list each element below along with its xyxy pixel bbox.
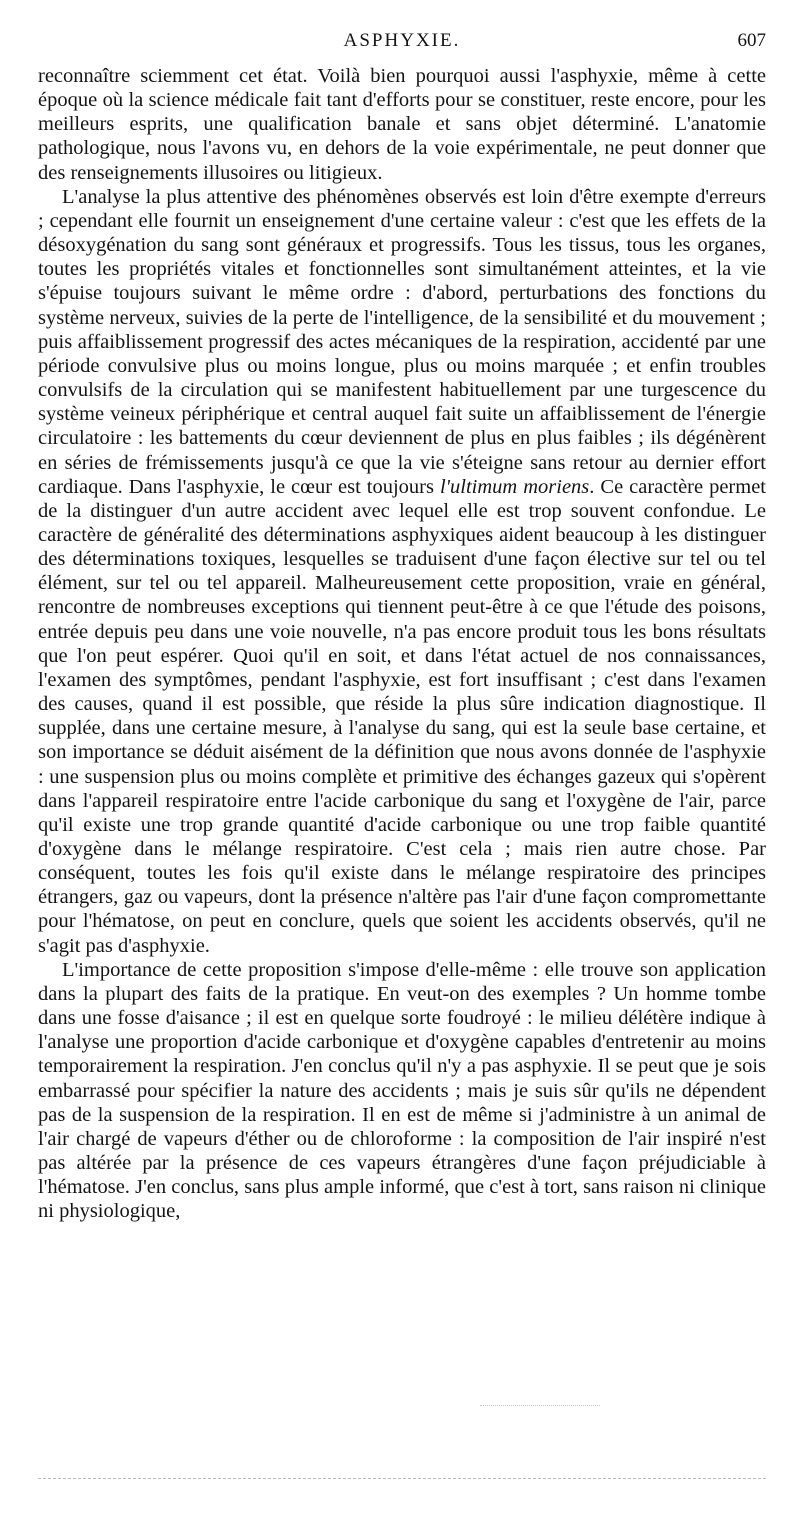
paragraph-text: L'analyse la plus attentive des phénomènes observés est loin d'être exempte d'erreurs ; cependant elle fournit un enseignement d'une certaine valeur : c'est que les effets de la désoxygénation du sang sont généraux et progressifs. Tous les tissus, tous les organes, toutes les propriétés vitales et fonctionnelles sont simultanément atteintes, et la vie s'épuise toujours suivant le même ordre : d'abord, perturbations des fonctions du système nerveux, suivies de la perte de l'intelligence, de la sensibilité et du mouvement ; puis affaiblissement progressif des actes mécaniques de la respiration, accidenté par une période convulsive plus ou moins longue, plus ou moins marquée ; et enfin troubles convulsifs de la circulation qui se manifestent habituellement par une turgescence du système veineux périphérique et central auquel fait suite un affaiblissement de l'énergie circulatoire : les battements du cœur deviennent de plus en plus faibles ; ils dégénèrent en séries de frémissements jusqu'à ce que la vie s'éteigne sans retour au dernier effort cardiaque. Dans l'asphyxie, le cœur est toujours	[38, 185, 766, 498]
page-number: 607	[737, 30, 766, 51]
running-title: ASPHYXIE.	[343, 30, 461, 51]
italic-term: l'ultimum moriens	[439, 475, 590, 498]
body-text	[38, 64, 766, 1224]
paragraph-importance	[38, 958, 766, 1224]
paragraph-text: L'importance de cette proposition s'impose d'elle-même : elle trouve son application dans la plupart des faits de la pratique. En veut-on des exemples ? Un homme tombe dans une fosse d'aisance ; il est en quelque sorte foudroyé : le milieu délétère indique à l'analyse une proportion d'acide carbonique et d'oxygène capables d'entretenir au moins temporairement la respiration. J'en conclus qu'il n'y a pas asphyxie. Il se peut que je sois embarrassé pour spécifier la nature des accidents ; mais je suis sûr qu'ils ne dépendent pas de la suspension de la respiration. Il en est de même si j'administre à un animal de l'air chargé de vapeurs d'éther ou de chloroforme : la composition de l'air inspiré n'est pas altérée par la présence de ces vapeurs étrangères d'une façon préjudiciable à l'hématose. J'en conclus, sans plus ample informé, que c'est à tort, sans raison ni clinique ni physiologique,	[38, 958, 766, 1223]
paragraph-continued	[38, 64, 766, 185]
print-specks	[480, 1405, 600, 1412]
paragraph-text: . Ce caractère permet de la distinguer d'un autre accident avec lequel elle est trop souvent confondue. Le caractère de généralité des déterminations asphyxiques aident beaucoup à les distinguer des déterminations toxiques, lesquelles se traduisent d'une façon élective sur tel ou tel élément, sur tel ou tel appareil. Malheureusement cette proposition, vraie en général, rencontre de nombreuses exceptions qui tiennent peut-être à ce que l'étude des poisons, entrée depuis peu dans une voie nouvelle, n'a pas encore produit tous les bons résultats que l'on peut espérer. Quoi qu'il en soit, et dans l'état actuel de nos connaissances, l'examen des symptômes, pendant l'asphyxie, est fort insuffisant ; c'est dans l'examen des causes, quand il est possible, que réside la plus sûre indication diagnostique. Il supplée, dans une certaine mesure, à l'analyse du sang, qui est la seule base certaine, et son importance se déduit aisément de la définition que nous avons donnée de l'asphyxie : une suspension plus ou moins complète et primitive des échanges gazeux qui s'opèrent dans l'appareil respiratoire entre l'acide carbonique du sang et l'oxygène de l'air, parce qu'il existe une trop grande quantité d'acide carbonique ou une trop faible quantité d'oxygène dans le mélange respiratoire. C'est cela ; mais rien autre chose. Par conséquent, toutes les fois qu'il existe dans le mélange respiratoire des principes étrangers, gaz ou vapeurs, dont la présence n'altère pas l'air d'une façon compromettante pour l'hématose, on peut en conclure, quels que soient les accidents observés, qu'il ne s'agit pas d'asphyxie.	[38, 475, 766, 957]
running-header	[38, 30, 766, 60]
footer-rule	[38, 1478, 766, 1479]
paragraph-analysis	[38, 185, 766, 958]
paragraph-text: reconnaître sciemment cet état. Voilà bien pourquoi aussi l'asphyxie, même à cette époque où la science médicale fait tant d'efforts pour se constituer, reste encore, pour les meilleurs esprits, une qualification banale et sans objet déterminé. L'anatomie pathologique, nous l'avons vu, en dehors de la voie expérimentale, ne peut donner que des renseignements illusoires ou litigieux.	[38, 65, 766, 184]
